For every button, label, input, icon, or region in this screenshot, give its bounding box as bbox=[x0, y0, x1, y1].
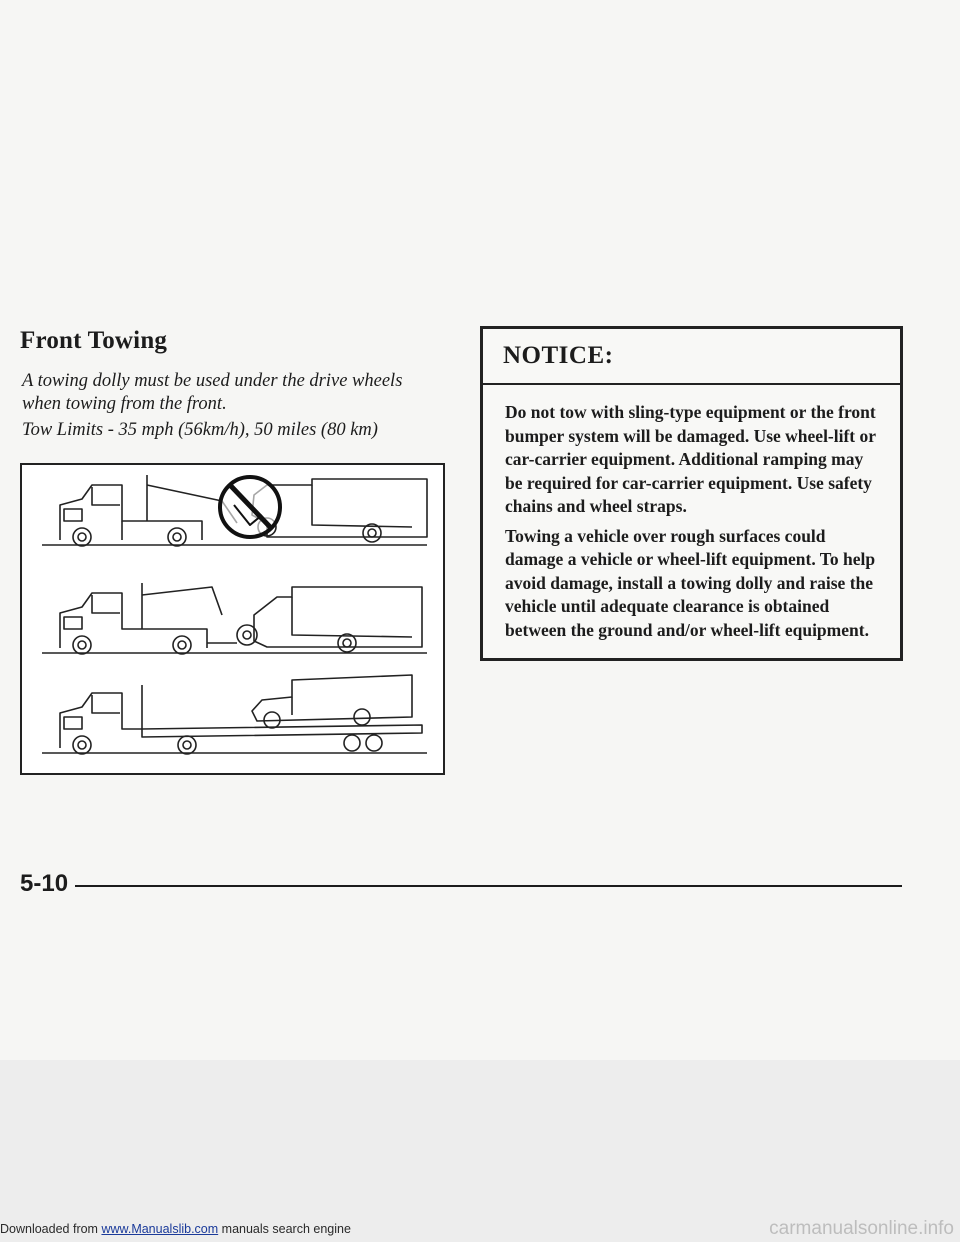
footer-divider bbox=[75, 885, 902, 887]
notice-body bbox=[483, 385, 900, 642]
notice-paragraph-2: Towing a vehicle over rough surfaces could damage a vehicle or wheel-lift equipment. To help avoid damage, install a towing dolly and raise the vehicle until adequate clearance is obtained between the ground and/or wheel-lift equipment. bbox=[505, 525, 876, 640]
page-number: 5-10 bbox=[20, 870, 69, 897]
tow-limits-text: Tow Limits - 35 mph (56km/h), 50 miles (80 km) bbox=[22, 420, 378, 440]
car-carrier-flatbed-icon bbox=[42, 675, 427, 754]
download-notice bbox=[0, 1222, 351, 1236]
notice-paragraph-1: Do not tow with sling-type equipment or the front bumper system will be damaged. Use wheel-lift or car-carrier equipment. Additional ramping may be required for car-carrier equipment. Use safety chains and wheel straps. bbox=[505, 402, 876, 516]
manualslib-link[interactable]: www.Manualslib.com bbox=[101, 1222, 219, 1236]
notice-box bbox=[480, 326, 903, 661]
notice-header bbox=[483, 329, 900, 385]
towing-illustration bbox=[20, 463, 445, 775]
wheel-lift-tow-truck-icon bbox=[42, 583, 427, 654]
download-suffix: manuals search engine bbox=[221, 1222, 351, 1236]
intro-text: A towing dolly must be used under the drive wheels when towing from the front. bbox=[22, 371, 403, 414]
page-bottom-band bbox=[0, 1060, 960, 1242]
download-prefix: Downloaded from bbox=[0, 1222, 98, 1236]
notice-title: NOTICE: bbox=[503, 342, 614, 369]
section-title: Front Towing bbox=[20, 327, 168, 354]
watermark-text: carmanualsonline.info bbox=[769, 1218, 954, 1239]
